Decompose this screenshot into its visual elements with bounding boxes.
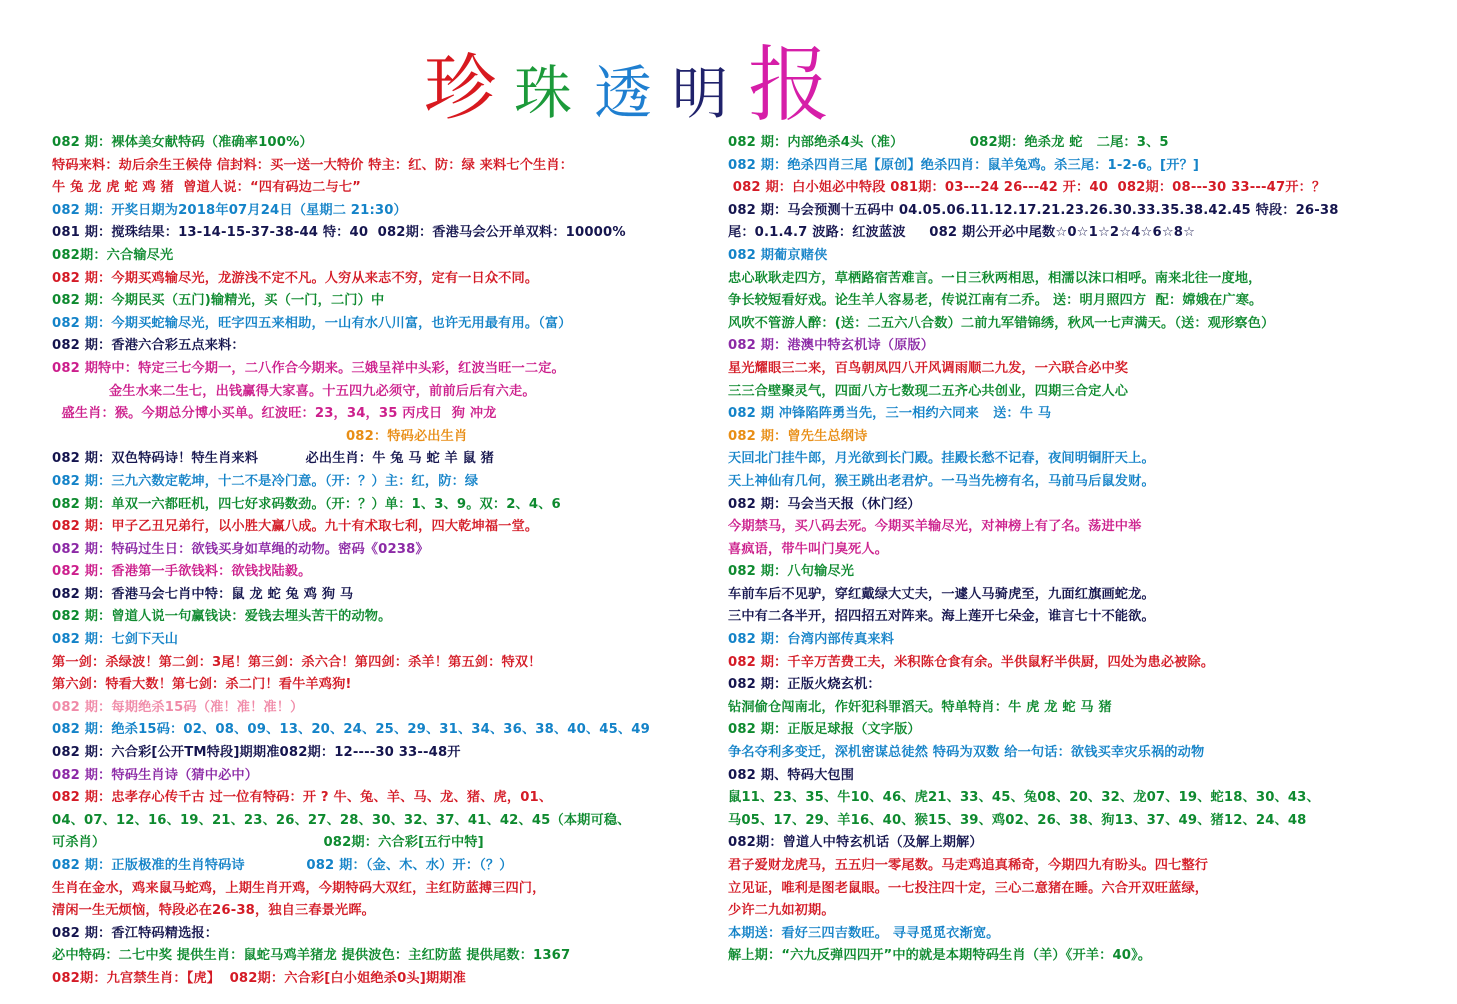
left-line: 可杀肖） 082期：六合彩[五行中特] <box>52 835 484 851</box>
right-line: 三三合壁聚灵气，四面八方七数现二五齐心共创业，四期三合定人心 <box>728 383 1129 399</box>
right-line: 本期送：看好三四吉数旺。 寻寻觅觅衣渐宽。 <box>728 925 1000 941</box>
right-line: 尾：0.1.4.7 波路：红波蓝波 082 期公开必中尾数☆0☆1☆2☆4☆6☆8☆ <box>728 225 1196 241</box>
left-line: 082 期：特码过生日：欲钱买身如草绳的动物。密码《0238》 <box>52 541 429 557</box>
left-line: 082 期：特码生肖诗（猜中必中） <box>52 767 259 783</box>
left-line: 04、07、12、16、19、21、23、26、27、28、30、32、37、41、42、45（本期可稳、 <box>52 812 631 828</box>
right-line: 082 期：台湾内部传真来料 <box>728 632 895 648</box>
left-line: 金生水来二生七，出钱赢得大家喜。十五四九必须守，前前后后有六走。 <box>52 383 536 399</box>
right-line: 星光耀眼三二来，百鸟朝凤四八开风调雨顺二九发，一六联合必中奖 <box>728 360 1129 376</box>
right-line: 鼠11、23、35、牛10、46、虎21、33、45、兔08、20、32、龙07、19、蛇18、30、43、 <box>728 790 1320 806</box>
right-line: 喜疯语，带牛叫门臭死人。 <box>728 541 889 557</box>
right-line: 082 期：正版足球报（文字版） <box>728 722 921 738</box>
left-line: 082 期：绝杀15码：02、08、09、13、20、24、25、29、31、34、36、38、40、45、49 <box>52 722 650 738</box>
right-line: 082 期：港澳中特玄机诗（原版） <box>728 338 935 354</box>
right-line: 082 期：马会预测十五码中 04.05.06.11.12.17.21.23.26.30.33.35.38.42.45 特段：26-38 <box>728 202 1339 218</box>
left-line: 082 期：香江特码精选报： <box>52 925 219 941</box>
left-line: 082 期：裸体美女献特码（准确率100%） <box>52 135 313 150</box>
right-line: 082 期：白小姐必中特段 081期：03---24 26---42 开：40 082期：08---30 33---47开：？ <box>728 180 1326 196</box>
left-line: 082 期：今期民买（五门)输精光，买（一门，二门）中 <box>52 293 385 309</box>
right-line: 天回北门挂牛郎，月光欲到长门殿。挂殿长愁不记春，夜间明铜肝天上。 <box>728 451 1155 467</box>
left-line: 第一剑：杀绿波！第二剑：3尾！第三剑：杀六合！第四剑：杀羊！第五剑：特双！ <box>52 654 542 670</box>
left-line: 082 期：香港第一手欲钱料：欲钱找陆毅。 <box>52 564 312 580</box>
right-line: 马05、17、29、羊16、40、猴15、39、鸡02、26、38、狗13、37、49、猪12、24、48 <box>728 812 1307 828</box>
right-line: 君子爱财龙虎马，五五归一零尾数。马走鸡追真稀奇，今期四九有盼头。四七整行 <box>728 858 1209 873</box>
left-line: 082 期：甲子乙丑兄弟行，以小胜大赢八成。九十有术取七利，四大乾坤福一堂。 <box>52 519 539 535</box>
left-line: 082 期：单双一六都旺机，四七好求码数劲。（开：？）单：1、3、9。双：2、4、6 <box>52 496 561 512</box>
right-line: 082期：曾道人中特玄机话（及解上期解） <box>728 835 983 851</box>
left-line: 081 期：搅珠结果：13-14-15-37-38-44 特：40 082期：香港马会公开单双料：10000% <box>52 225 626 241</box>
left-line: 082：特码必出生肖 <box>52 428 468 444</box>
right-line: 三中有二各半开，招四招五对阵来。海上莲开七朵金，谁言七十不能欲。 <box>728 609 1155 625</box>
right-line: 风吹不管游人醉：(送：二五六八合数）二前九军错锦绣，秋风一七声满天。（送：观形察色） <box>728 315 1275 331</box>
left-line: 082 期：六合彩[公开TM特段]期期准082期：12----30 33--48开 <box>52 745 461 761</box>
left-line: 清闲一生无烦恼，特段必在26-38，独自三春景光晖。 <box>52 903 376 919</box>
right-line: 争名夺利多变迁，深机密谋总徒然 特码为双数 给一句话：欲钱买幸灾乐祸的动物 <box>728 745 1205 761</box>
title-char-3: 透 <box>594 59 653 127</box>
right-line: 082 期、特码大包围 <box>728 767 855 783</box>
left-line: 082期：六合输尽光 <box>52 247 174 263</box>
left-line: 必中特码：二七中奖 提供生肖：鼠蛇马鸡羊猪龙 提供波色：主红防蓝 提供尾数：1367 <box>52 948 571 964</box>
right-line: 立见证，唯利是图老鼠眼。一七投注四十定，三心二意猪在睡。六合开双旺蓝绿， <box>728 880 1209 896</box>
title-char-4: 明 <box>672 62 729 127</box>
right-line: 082 期 冲锋陷阵勇当先，三一相约六同来 送：牛 马 <box>728 406 1052 422</box>
title-char-5: 报 <box>748 38 831 133</box>
title-char-1: 珍 <box>424 46 497 130</box>
right-line: 争长较短看好戏。论生羊人容易老，传说江南有二乔。 送：明月照四方 配：嫦娥在广寒。 <box>728 293 1263 309</box>
left-line: 生肖在金水，鸡来鼠马蛇鸡，上期生肖开鸡，今期特码大双红，主红防蓝搏三四门， <box>52 880 546 896</box>
right-line: 082 期：马会当天报（休门经） <box>728 496 921 512</box>
left-line: 第六剑：特看大数！第七剑：杀二门！看牛羊鸡狗! <box>52 677 352 693</box>
title-char-2: 珠 <box>514 59 573 127</box>
left-line: 082 期：香港六合彩五点来料： <box>52 338 245 354</box>
left-line: 082 期：曾道人说一句赢钱诀：爱钱去埋头苦干的动物。 <box>52 609 392 625</box>
right-line: 082 期：八句输尽光 <box>728 564 855 580</box>
right-line: 今期禁马，买八码去死。今期买羊输尽光，对神榜上有了名。荡进中举 <box>728 519 1142 535</box>
right-line: 忠心耿耿走四方，草栖路宿苦难言。一日三秋两相思，相濡以沫口相呼。南来北往一度地， <box>728 270 1262 286</box>
right-line: 解上期：“六九反弹四四开”中的就是本期特码生肖（羊）《开羊：40》。 <box>728 948 1152 964</box>
right-line: 082 期：曾先生总纲诗 <box>728 428 868 444</box>
page-title <box>424 20 1024 133</box>
left-line: 082 期：每期绝杀15码（准！准！准！） <box>52 699 304 715</box>
left-line: 082 期特中：特定三七今期一，二八作合今期来。三娥呈祥中头彩，红波当旺一二定。 <box>52 360 565 376</box>
left-line: 082 期：开奖日期为2018年07月24日（星期二 21:30） <box>52 202 407 218</box>
right-line: 天上神仙有几何，猴王跳出老君炉。一马当先榜有名，马前马后鼠发财。 <box>728 473 1155 489</box>
left-line: 082 期：忠孝存心传千古 过一位有特码：开 ? 牛、兔、羊、马、龙、猪、虎，01、 <box>52 790 553 806</box>
left-line: 082 期：三九六数定乾坤，十二不是冷门意。（开：？）主：红，防：绿 <box>52 473 479 489</box>
left-line: 盛生肖：猴。今期总分博小买单。红波旺：23，34，35 丙戌日 狗 冲龙 <box>52 406 497 422</box>
left-line: 082 期：今期买鸡输尽光，龙游浅不定不凡。人穷从来志不穷，定有一日众不同。 <box>52 270 539 286</box>
right-line: 082 期葡京赌侠 <box>728 247 828 263</box>
left-line: 082 期：香港马会七肖中特：鼠 龙 蛇 兔 鸡 狗 马 <box>52 586 354 602</box>
right-line: 082 期：千辛万苦费工夫，米积陈仓食有余。半供鼠籽半供厨，四处为患必被除。 <box>728 654 1215 670</box>
right-line: 少许二九如初期。 <box>728 903 835 919</box>
right-line: 082 期：绝杀四肖三尾【原创】绝杀四肖：鼠羊兔鸡。杀三尾：1-2-6。[开？] <box>728 157 1200 173</box>
right-line: 车前车后不见驴，穿红戴绿大丈夫，一遽人马骑虎至，九面红旗画蛇龙。 <box>728 586 1155 602</box>
left-line: 082 期：正版极准的生肖特码诗 082 期：（金、木、水）开：（？） <box>52 858 513 873</box>
left-line: 082 期：双色特码诗！特生肖来料 必出生肖：牛 兔 马 蛇 羊 鼠 猪 <box>52 451 495 467</box>
left-line: 牛 兔 龙 虎 蛇 鸡 猪 曾道人说：“四有码边二与七” <box>52 180 361 196</box>
right-line: 082 期：内部绝杀4头（准） 082期：绝杀龙 蛇 二尾：3、5 <box>728 135 1169 150</box>
right-line: 钻洞偷仓闯南北，作奸犯科罪滔天。特单特肖：牛 虎 龙 蛇 马 猪 <box>728 699 1112 715</box>
left-line: 特码来料：劫后余生王候侍 信封料：买一送一大特价 特主：红、防：绿 来料七个生肖： <box>52 157 574 173</box>
left-line: 082 期：七剑下天山 <box>52 632 179 648</box>
right-line: 082 期：正版火烧玄机： <box>728 677 881 693</box>
right-column <box>728 132 1418 968</box>
left-line: 082 期：今期买蛇输尽光，旺字四五来相助，一山有水八川富，也许无用最有用。（富） <box>52 315 572 331</box>
left-column <box>52 132 692 991</box>
left-line: 082期：九宫禁生肖：【虎】 082期：六合彩[白小姐绝杀0头]期期准 <box>52 970 466 986</box>
